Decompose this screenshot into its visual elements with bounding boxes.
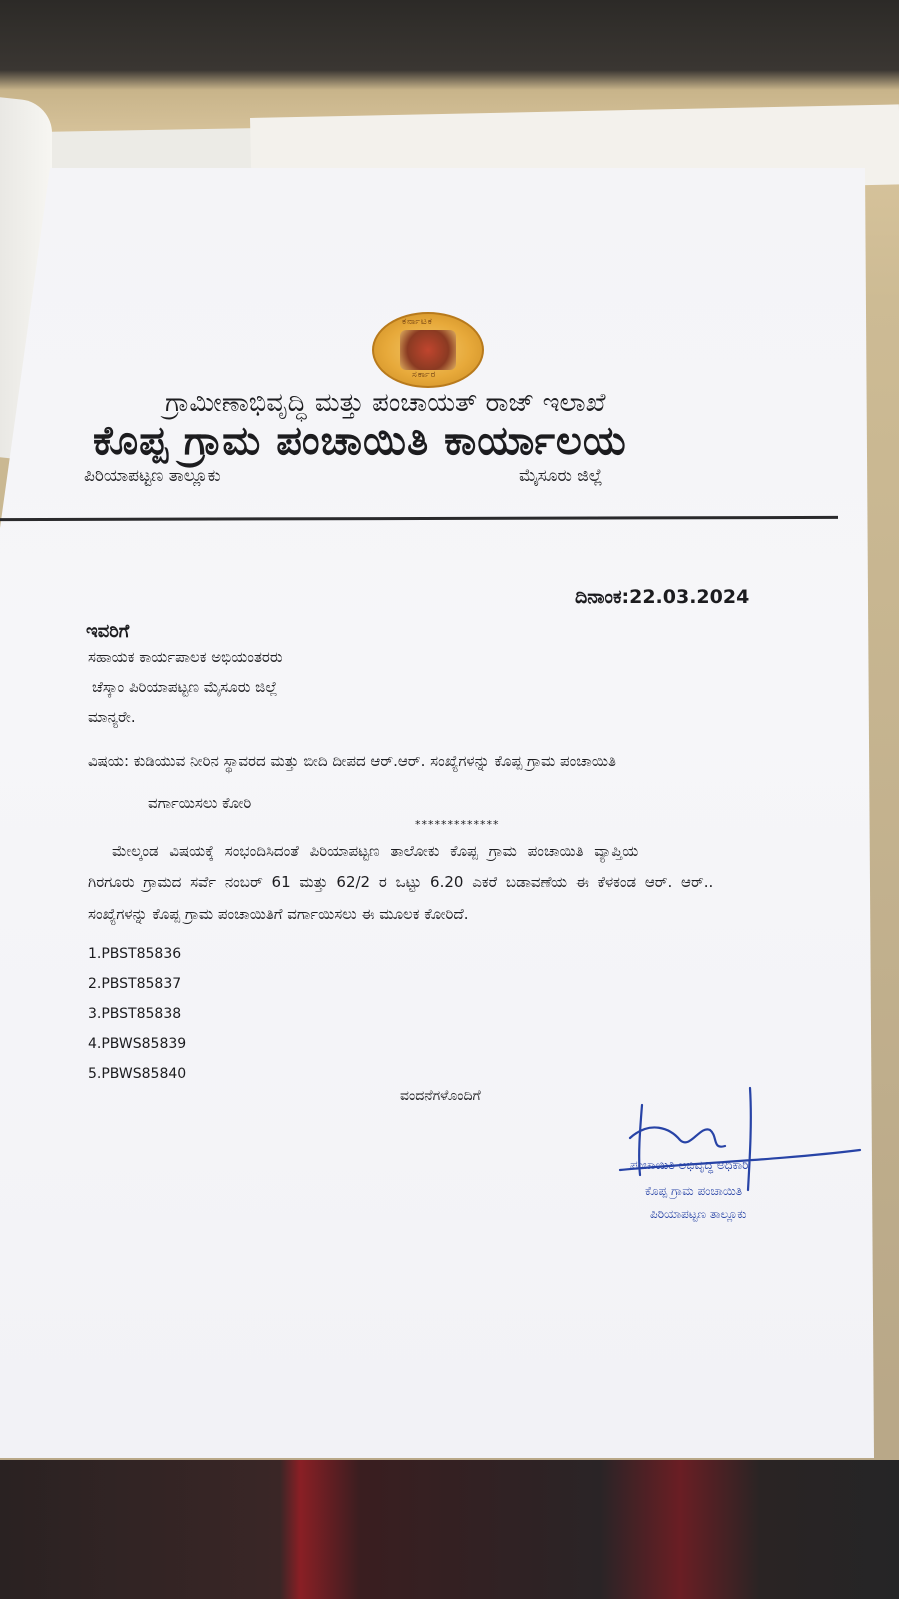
body-line-3: ಸಂಖ್ಯೆಗಳನ್ನು ಕೊಪ್ಪ ಗ್ರಾಮ ಪಂಚಾಯಿತಿಗೆ ವರ್ಗಾಯಿಸಲು ಈ ಮೂಲಕ ಕೋರಿದೆ. xyxy=(88,905,469,923)
closing-text: ವಂದನೆಗಳೊಂದಿಗೆ xyxy=(400,1088,481,1104)
rr-number-item: 4.PBWS85839 xyxy=(88,1036,187,1052)
emblem-top-text: ಕರ್ನಾಟಕ xyxy=(402,317,433,327)
emblem-crest xyxy=(400,330,456,370)
recipient-line-2: ಚೆಸ್ಕಾಂ ಪಿರಿಯಾಪಟ್ಟಣ ಮೈಸೂರು ಜಿಲ್ಲೆ xyxy=(92,678,278,696)
rr-number-item: 3.PBST85838 xyxy=(88,1006,182,1022)
body-line-1: ಮೇಲ್ಕಂಡ ವಿಷಯಕ್ಕೆ ಸಂಭಂದಿಸಿದಂತೆ ಪಿರಿಯಾಪಟ್ಟಣ ತಾಲೋಕು ಕೊಪ್ಪ ಗ್ರಾಮ ಪಂಚಾಯಿತಿ ವ್ಯಾಪ್ತಿಯ xyxy=(112,842,639,860)
karnataka-emblem-icon xyxy=(372,312,484,388)
rr-number-item: 5.PBWS85840 xyxy=(88,1066,187,1082)
emblem-bottom-text: ಸರ್ಕಾರ xyxy=(412,370,437,380)
taluk-label: ಪಿರಿಯಾಪಟ್ಟಣ ತಾಲ್ಲೂಕು xyxy=(84,466,221,486)
body-line-2: ಗಿರಗೂರು ಗ್ರಾಮದ ಸರ್ವೆ ನಂಬರ್ 61 ಮತ್ತು 62/2 ರ ಒಟ್ಟು 6.20 ಎಕರೆ ಬಡಾವಣೆಯ ಈ ಕೆಳಕಂಡ ಆರ್. ಆರ್.. xyxy=(88,873,714,891)
letter-date: ದಿನಾಂಕ:22.03.2024 xyxy=(575,586,750,608)
desk-bottom xyxy=(0,1460,899,1599)
stamp-line-2: ಕೊಪ್ಪ ಗ್ರಾಮ ಪಂಚಾಯಿತಿ xyxy=(645,1184,743,1198)
subject-line-2: ವರ್ಗಾಯಿಸಲು ಕೋರಿ xyxy=(148,794,252,812)
office-title: ಕೊಪ್ಪ ಗ್ರಾಮ ಪಂಚಾಯಿತಿ ಕಾರ್ಯಾಲಯ xyxy=(93,418,627,464)
separator-stars: ************* xyxy=(415,818,500,831)
department-heading: ಗ್ರಾಮೀಣಾಭಿವೃದ್ಧಿ ಮತ್ತು ಪಂಚಾಯತ್ ರಾಜ್ ಇಲಾಖೆ xyxy=(165,388,606,418)
recipient-line-3: ಮಾನ್ಯರೇ. xyxy=(88,708,136,726)
rr-number-item: 2.PBST85837 xyxy=(88,976,182,992)
recipient-line-1: ಸಹಾಯಕ ಕಾರ್ಯಪಾಲಕ ಅಭಿಯಂತರರು xyxy=(88,648,283,666)
recipient-salutation: ಇವರಿಗೆ xyxy=(86,621,130,642)
stamp-line-3: ಪಿರಿಯಾಪಟ್ಟಣ ತಾಲ್ಲೂಕು xyxy=(650,1207,747,1221)
stamp-line-1: ಪಂಚಾಯಿತಿ ಅಭಿವೃದ್ಧಿ ಅಧಿಕಾರಿ xyxy=(630,1158,749,1172)
subject-line-1: ವಿಷಯ: ಕುಡಿಯುವ ನೀರಿನ ಸ್ಥಾವರದ ಮತ್ತು ಬೀದಿ ದೀಪದ ಆರ್.ಆರ್. ಸಂಖ್ಯೆಗಳನ್ನು ಕೊಪ್ಪ ಗ್ರಾಮ ಪಂಚಾಯಿತಿ xyxy=(88,752,616,770)
rr-number-item: 1.PBST85836 xyxy=(88,946,182,962)
district-label: ಮೈಸೂರು ಜಿಲ್ಲೆ xyxy=(519,466,603,486)
